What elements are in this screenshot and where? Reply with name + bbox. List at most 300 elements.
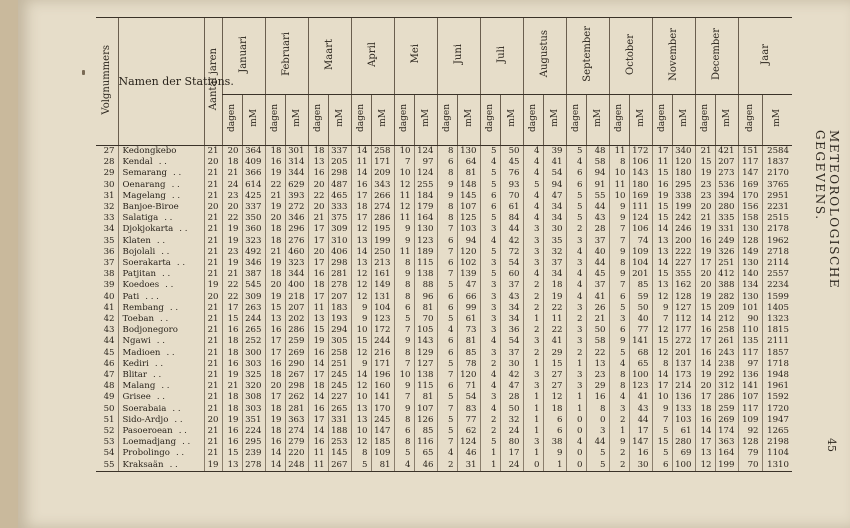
- cell-dagen: 8: [609, 258, 629, 269]
- cell-dagen: 7: [652, 314, 672, 325]
- cell-mm: 137: [672, 359, 695, 370]
- cell-mm: 200: [672, 236, 695, 247]
- cell-mm: 97: [414, 157, 437, 168]
- cell-dagen: 19: [222, 370, 242, 381]
- station-leader-dots: . .: [179, 224, 188, 235]
- cell-mm: 88: [414, 280, 437, 291]
- cell-dagen: 6: [437, 336, 457, 347]
- cell-mm: 5: [586, 448, 609, 459]
- cell-dagen: 15: [652, 437, 672, 448]
- cell-dagen: 12: [351, 437, 371, 448]
- cell-mm: 106: [629, 224, 652, 235]
- aantal-jaren: 20: [204, 292, 222, 303]
- cell-mm: 129: [414, 348, 437, 359]
- cell-mm: 3765: [762, 180, 792, 191]
- cell-dagen: 2: [523, 292, 543, 303]
- cell-dagen: 15: [652, 213, 672, 224]
- header-sub-dagen: dagen: [652, 95, 672, 146]
- station-name-text: Djokjokarta: [122, 224, 174, 235]
- aantal-jaren: 20: [204, 202, 222, 213]
- table-row: [96, 437, 792, 448]
- cell-mm: 125: [457, 213, 480, 224]
- cell-dagen: 2: [480, 359, 500, 370]
- cell-mm: 47: [500, 381, 523, 392]
- aantal-jaren: 21: [204, 336, 222, 347]
- table-row: [96, 224, 792, 235]
- cell-mm: 412: [715, 269, 738, 280]
- cell-dagen: 11: [652, 157, 672, 168]
- cell-mm: 1323: [762, 314, 792, 325]
- cell-mm: 28: [586, 224, 609, 235]
- cell-mm: 120: [457, 247, 480, 258]
- cell-mm: 394: [715, 191, 738, 202]
- cell-dagen: 21: [695, 213, 715, 224]
- cell-dagen: 21: [222, 269, 242, 280]
- cell-mm: 278: [242, 460, 265, 472]
- cell-dagen: 1: [609, 426, 629, 437]
- aantal-jaren: 21: [204, 247, 222, 258]
- cell-mm: 74: [629, 236, 652, 247]
- cell-dagen: 16: [265, 325, 285, 336]
- cell-mm: 94: [543, 180, 566, 191]
- cell-dagen: 1: [523, 404, 543, 415]
- cell-dagen: 3: [566, 236, 586, 247]
- cell-dagen: 6: [437, 258, 457, 269]
- cell-dagen: 5: [480, 269, 500, 280]
- cell-dagen: 9: [609, 437, 629, 448]
- station-name-text: Malang: [122, 381, 156, 392]
- cell-dagen: 9: [394, 336, 414, 347]
- cell-dagen: 9: [609, 247, 629, 258]
- cell-mm: 3: [586, 426, 609, 437]
- cell-mm: 160: [371, 381, 394, 392]
- cell-mm: 279: [285, 437, 308, 448]
- cell-dagen: 19: [695, 168, 715, 179]
- cell-mm: 207: [285, 303, 308, 314]
- cell-dagen: 4: [437, 325, 457, 336]
- cell-mm: 42: [500, 370, 523, 381]
- cell-mm: 262: [285, 392, 308, 403]
- cell-mm: 50: [586, 325, 609, 336]
- cell-dagen: 5: [609, 303, 629, 314]
- cell-mm: 50: [629, 303, 652, 314]
- cell-dagen: 8: [394, 415, 414, 426]
- station-name-text: Madioen: [122, 347, 161, 358]
- station-leader-dots: . .: [171, 190, 181, 201]
- cell-dagen: 16: [695, 348, 715, 359]
- cell-dagen: 169: [738, 180, 762, 191]
- header-aantal-jaren: Aantal jaren: [204, 18, 222, 146]
- cell-dagen: 1: [523, 448, 543, 459]
- cell-mm: 138: [414, 370, 437, 381]
- cell-mm: 109: [629, 247, 652, 258]
- cell-mm: 123: [629, 381, 652, 392]
- cell-mm: 267: [285, 370, 308, 381]
- cell-dagen: 16: [265, 359, 285, 370]
- cell-dagen: 5: [480, 168, 500, 179]
- cell-dagen: 9: [394, 381, 414, 392]
- cell-dagen: 8: [394, 280, 414, 291]
- cell-dagen: 6: [394, 426, 414, 437]
- header-month: October: [609, 18, 652, 95]
- cell-dagen: 2: [609, 460, 629, 472]
- cell-mm: 124: [414, 146, 437, 158]
- cell-dagen: 18: [265, 370, 285, 381]
- cell-mm: 9: [543, 448, 566, 459]
- cell-dagen: 9: [609, 336, 629, 347]
- cell-dagen: 15: [652, 336, 672, 347]
- cell-mm: 31: [457, 460, 480, 472]
- cell-dagen: 14: [652, 224, 672, 235]
- cell-dagen: 6: [394, 303, 414, 314]
- cell-dagen: 19: [222, 415, 242, 426]
- cell-mm: 81: [414, 303, 437, 314]
- cell-mm: 164: [715, 448, 738, 459]
- cell-dagen: 14: [308, 426, 328, 437]
- row-number: 45: [103, 347, 115, 358]
- station-name: [118, 336, 204, 347]
- cell-mm: 43: [500, 292, 523, 303]
- cell-dagen: 11: [394, 247, 414, 258]
- table-row: [96, 348, 792, 359]
- header-sub-mm: mM: [242, 95, 265, 146]
- cell-dagen: 21: [265, 191, 285, 202]
- cell-dagen: 23: [222, 247, 242, 258]
- cell-mm: 1104: [762, 448, 792, 459]
- cell-dagen: 3: [566, 303, 586, 314]
- cell-dagen: 6: [437, 236, 457, 247]
- cell-mm: 77: [457, 415, 480, 426]
- cell-mm: 290: [285, 359, 308, 370]
- station-name: [118, 213, 204, 224]
- cell-dagen: 109: [738, 415, 762, 426]
- cell-mm: 421: [715, 146, 738, 158]
- cell-mm: 173: [672, 370, 695, 381]
- table-row: [96, 303, 792, 314]
- cell-mm: 296: [285, 224, 308, 235]
- cell-mm: 193: [328, 314, 351, 325]
- cell-mm: 34: [500, 314, 523, 325]
- header-sub-dagen: dagen: [480, 95, 500, 146]
- header-sub-mm: mM: [500, 95, 523, 146]
- row-number: 29: [103, 168, 115, 179]
- cell-dagen: 5: [437, 359, 457, 370]
- cell-mm: 286: [715, 392, 738, 403]
- cell-mm: 148: [457, 180, 480, 191]
- cell-mm: 205: [328, 157, 351, 168]
- row-number: 27: [103, 146, 115, 156]
- cell-mm: 224: [242, 426, 265, 437]
- cell-dagen: 0: [566, 426, 586, 437]
- cell-mm: 161: [371, 269, 394, 280]
- aantal-jaren: 21: [204, 381, 222, 392]
- station-leader-dots: . .: [156, 235, 166, 246]
- cell-dagen: 13: [652, 247, 672, 258]
- table-row: [96, 280, 792, 291]
- aantal-jaren: 21: [204, 213, 222, 224]
- cell-mm: 298: [285, 381, 308, 392]
- cell-mm: 44: [586, 258, 609, 269]
- cell-dagen: 16: [265, 437, 285, 448]
- cell-mm: 71: [457, 381, 480, 392]
- cell-dagen: 17: [308, 258, 328, 269]
- cell-dagen: 8: [394, 292, 414, 303]
- cell-dagen: 5: [394, 448, 414, 459]
- side-running-title: METEOROLOGISCHE GEGEVENS.: [813, 130, 841, 290]
- cell-dagen: 5: [523, 180, 543, 191]
- cell-mm: 147: [371, 426, 394, 437]
- cell-mm: 2515: [762, 213, 792, 224]
- row-number: 36: [103, 246, 115, 257]
- cell-mm: 44: [500, 224, 523, 235]
- cell-mm: 123: [414, 236, 437, 247]
- cell-mm: 45: [586, 269, 609, 280]
- cell-mm: 265: [328, 404, 351, 415]
- cell-mm: 183: [328, 303, 351, 314]
- cell-mm: 2111: [762, 336, 792, 347]
- cell-dagen: 2: [523, 280, 543, 291]
- table-row: [96, 236, 792, 247]
- cell-mm: 252: [242, 336, 265, 347]
- cell-dagen: 14: [695, 359, 715, 370]
- station-name-text: Sido-Ardjo: [122, 414, 169, 425]
- station-name: [118, 381, 204, 392]
- cell-mm: 73: [457, 325, 480, 336]
- cell-mm: 375: [328, 213, 351, 224]
- cell-dagen: 10: [609, 168, 629, 179]
- cell-dagen: 7: [652, 415, 672, 426]
- cell-mm: 61: [457, 314, 480, 325]
- cell-dagen: 12: [351, 269, 371, 280]
- cell-mm: 81: [371, 460, 394, 472]
- header-sub-dagen: dagen: [265, 95, 285, 146]
- cell-mm: 13: [586, 359, 609, 370]
- cell-mm: 44: [586, 202, 609, 213]
- cell-mm: 295: [242, 437, 265, 448]
- cell-mm: 8: [586, 404, 609, 415]
- header-sub-dagen: dagen: [738, 95, 762, 146]
- station-name-text: Banjoe-Biroe: [122, 202, 179, 213]
- cell-mm: 37: [500, 348, 523, 359]
- header-sub-dagen: dagen: [222, 95, 242, 146]
- cell-mm: 69: [672, 448, 695, 459]
- cell-dagen: 13: [652, 236, 672, 247]
- cell-dagen: 18: [695, 404, 715, 415]
- cell-mm: 145: [328, 448, 351, 459]
- cell-mm: 1837: [762, 157, 792, 168]
- station-name-text: Kendal: [122, 157, 153, 168]
- cell-mm: 409: [242, 157, 265, 168]
- header-month: Augustus: [523, 18, 566, 95]
- cell-mm: 41: [586, 292, 609, 303]
- header-month: Mei: [394, 18, 437, 95]
- cell-mm: 220: [285, 448, 308, 459]
- cell-dagen: 9: [351, 303, 371, 314]
- cell-dagen: 17: [308, 370, 328, 381]
- cell-dagen: 18: [308, 280, 328, 291]
- cell-dagen: 18: [265, 269, 285, 280]
- cell-dagen: 4: [566, 280, 586, 291]
- cell-dagen: 7: [437, 269, 457, 280]
- cell-mm: 0: [586, 415, 609, 426]
- station-name: [118, 247, 204, 258]
- cell-mm: 1857: [762, 348, 792, 359]
- cell-mm: 36: [500, 325, 523, 336]
- cell-dagen: 101: [738, 303, 762, 314]
- cell-mm: 1265: [762, 426, 792, 437]
- cell-dagen: 9: [652, 404, 672, 415]
- header-month: Maart: [308, 18, 351, 95]
- cell-mm: 179: [414, 202, 437, 213]
- cell-mm: 310: [328, 236, 351, 247]
- aantal-jaren: 19: [204, 460, 222, 472]
- cell-mm: 2234: [762, 280, 792, 291]
- cell-mm: 298: [328, 168, 351, 179]
- cell-mm: 1405: [762, 303, 792, 314]
- row-number: 32: [103, 202, 115, 213]
- cell-dagen: 17: [265, 336, 285, 347]
- header-month: November: [652, 18, 695, 95]
- cell-dagen: 3: [523, 336, 543, 347]
- cell-dagen: 3: [480, 224, 500, 235]
- cell-mm: 96: [414, 292, 437, 303]
- cell-mm: 124: [457, 437, 480, 448]
- aantal-jaren: 19: [204, 280, 222, 291]
- cell-dagen: 16: [222, 359, 242, 370]
- header-month: Februari: [265, 18, 308, 95]
- cell-mm: 105: [414, 325, 437, 336]
- cell-dagen: 6: [437, 292, 457, 303]
- cell-mm: 180: [629, 180, 652, 191]
- cell-dagen: 14: [351, 168, 371, 179]
- cell-dagen: 13: [351, 236, 371, 247]
- cell-dagen: 4: [480, 236, 500, 247]
- header-sub-dagen: dagen: [437, 95, 457, 146]
- cell-mm: 309: [242, 292, 265, 303]
- cell-mm: 2718: [762, 247, 792, 258]
- cell-dagen: 7: [394, 359, 414, 370]
- cell-mm: 94: [457, 236, 480, 247]
- cell-mm: 78: [457, 359, 480, 370]
- cell-dagen: 22: [222, 292, 242, 303]
- table-row: [96, 370, 792, 381]
- cell-dagen: 13: [695, 448, 715, 459]
- cell-mm: 41: [543, 157, 566, 168]
- station-name: [118, 460, 204, 472]
- cell-dagen: 8: [437, 202, 457, 213]
- cell-dagen: 11: [394, 213, 414, 224]
- cell-dagen: 149: [738, 247, 762, 258]
- cell-mm: 103: [672, 415, 695, 426]
- cell-dagen: 6: [437, 157, 457, 168]
- table-row: [96, 180, 792, 191]
- station-name-text: Pasoeroean: [122, 426, 173, 437]
- cell-dagen: 6: [437, 348, 457, 359]
- cell-dagen: 4: [480, 336, 500, 347]
- cell-dagen: 7: [437, 404, 457, 415]
- cell-mm: 614: [242, 180, 265, 191]
- cell-dagen: 20: [265, 381, 285, 392]
- cell-dagen: 8: [351, 448, 371, 459]
- cell-dagen: 3: [523, 247, 543, 258]
- station-name: [118, 437, 204, 448]
- cell-mm: 81: [457, 336, 480, 347]
- cell-dagen: 4: [566, 157, 586, 168]
- cell-dagen: 5: [480, 213, 500, 224]
- cell-dagen: 135: [738, 336, 762, 347]
- cell-mm: 47: [543, 191, 566, 202]
- aantal-jaren: 21: [204, 359, 222, 370]
- cell-mm: 76: [500, 168, 523, 179]
- cell-mm: 44: [586, 437, 609, 448]
- cell-dagen: 19: [265, 415, 285, 426]
- cell-dagen: 7: [394, 325, 414, 336]
- cell-dagen: 117: [738, 348, 762, 359]
- header-namen: Namen der Stations.: [118, 18, 204, 146]
- station-name-text: Blitar: [122, 370, 147, 381]
- cell-dagen: 3: [480, 392, 500, 403]
- cell-mm: 251: [715, 258, 738, 269]
- cell-dagen: 19: [695, 247, 715, 258]
- cell-mm: 54: [543, 168, 566, 179]
- cell-dagen: 128: [738, 437, 762, 448]
- cell-mm: 188: [328, 426, 351, 437]
- cell-dagen: 14: [351, 370, 371, 381]
- cell-mm: 185: [371, 437, 394, 448]
- header-month: December: [695, 18, 738, 95]
- cell-mm: 103: [457, 224, 480, 235]
- cell-mm: 238: [715, 359, 738, 370]
- cell-dagen: 3: [609, 314, 629, 325]
- cell-dagen: 16: [308, 348, 328, 359]
- cell-mm: 37: [500, 280, 523, 291]
- cell-dagen: 5: [652, 448, 672, 459]
- cell-mm: 242: [672, 213, 695, 224]
- station-name: [118, 325, 204, 336]
- cell-dagen: 2: [480, 415, 500, 426]
- cell-dagen: 13: [351, 404, 371, 415]
- cell-mm: 269: [285, 348, 308, 359]
- cell-mm: 346: [242, 258, 265, 269]
- cell-mm: 2170: [762, 168, 792, 179]
- cell-mm: 61: [672, 426, 695, 437]
- cell-mm: 2114: [762, 258, 792, 269]
- cell-mm: 41: [629, 392, 652, 403]
- row-number: 42: [103, 314, 115, 325]
- cell-dagen: 14: [695, 314, 715, 325]
- cell-dagen: 17: [308, 236, 328, 247]
- cell-dagen: 19: [222, 224, 242, 235]
- cell-dagen: 3: [480, 314, 500, 325]
- cell-mm: 99: [457, 303, 480, 314]
- table-row: [96, 448, 792, 459]
- cell-dagen: 107: [738, 392, 762, 403]
- cell-mm: 286: [285, 325, 308, 336]
- cell-mm: 1961: [762, 381, 792, 392]
- cell-dagen: 10: [652, 392, 672, 403]
- cell-dagen: 16: [308, 168, 328, 179]
- cell-dagen: 20: [308, 202, 328, 213]
- row-number: 35: [103, 235, 115, 246]
- cell-dagen: 17: [308, 415, 328, 426]
- cell-mm: 115: [414, 258, 437, 269]
- cell-mm: 34: [500, 303, 523, 314]
- cell-dagen: 3: [523, 381, 543, 392]
- cell-mm: 107: [457, 202, 480, 213]
- cell-mm: 16: [586, 392, 609, 403]
- cell-mm: 294: [328, 325, 351, 336]
- cell-dagen: 5: [566, 202, 586, 213]
